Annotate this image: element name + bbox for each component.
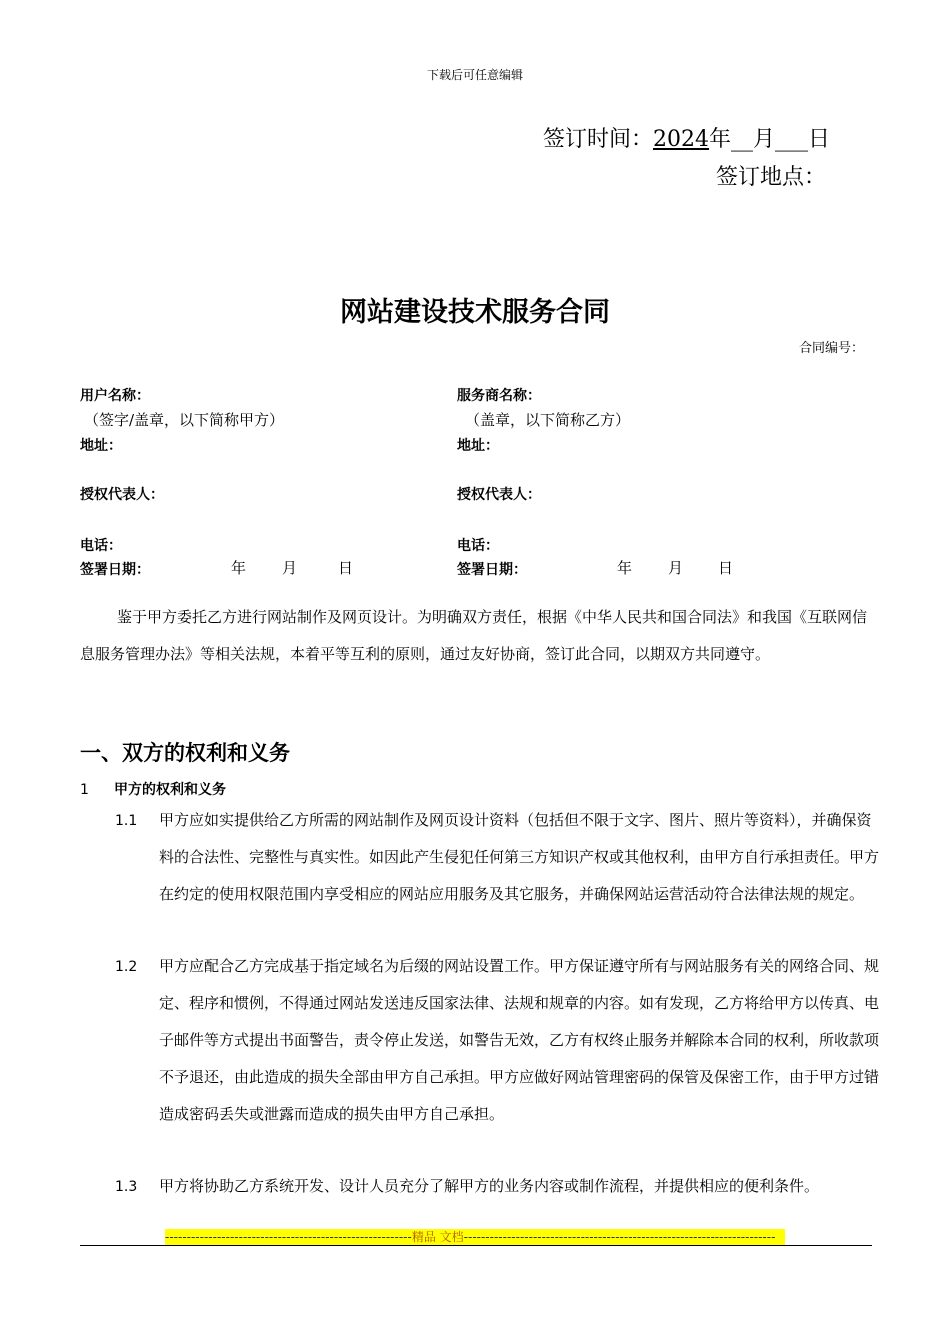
party-b-rep-label: 授权代表人：: [457, 487, 541, 503]
preamble-paragraph: 鉴于甲方委托乙方进行网站制作及网页设计。为明确双方责任，根据《中华人民共和国合同法》和我国《互联网信息服务管理办法》等相关法规，本着平等互利的原则，通过友好协商，签订此合同，以期双方共同遵守。: [80, 608, 868, 663]
party-a-date: [231, 557, 353, 578]
party-b-date: [617, 557, 733, 578]
party-b-date-month: 月: [668, 559, 684, 577]
contract-number-label: 合同编号：: [798, 341, 864, 356]
party-a-address-label: 地址：: [80, 438, 122, 454]
party-a-date-label: 签署日期：: [80, 562, 150, 578]
signing-month-blank: __: [731, 127, 754, 152]
party-b-phone-label: 电话：: [457, 538, 499, 554]
signing-place-label: 签订地点：: [716, 165, 827, 190]
clause-number: 1.1: [115, 813, 138, 829]
subsection-number: 1: [80, 782, 89, 798]
document-title: 网站建设技术服务合同: [340, 297, 610, 328]
party-b-name-label: 服务商名称：: [457, 388, 541, 404]
clause-text: 甲方应如实提供给乙方所需的网站制作及网页设计资料（包括但不限于文字、图片、照片等资料），并确保资料的合法性、完整性与真实性。如因此产生侵犯任何第三方知识产权或其他权利，由甲方自行承担责任。甲方在约定的使用权限范围内享受相应的网站应用服务及其它服务，并确保网站运营活动符合法律法规的规定。: [159, 811, 880, 903]
footer-divider: [80, 1245, 872, 1246]
footer-dashes-left: ---------------------------------------------------------: [165, 1230, 412, 1244]
party-a-phone-label: 电话：: [80, 538, 122, 554]
clause-number: 1.3: [115, 1179, 138, 1195]
party-b-date-day: 日: [718, 559, 734, 577]
party-b-date-year: 年: [617, 559, 633, 577]
footer-center-text: 精品 文档: [411, 1230, 464, 1244]
subsection-title: 甲方的权利和义务: [114, 782, 226, 798]
footer-dashes-right: ------------------------------------------------------------------------: [463, 1230, 776, 1244]
signing-year: 2024: [653, 127, 710, 152]
subsection-heading: [80, 779, 226, 799]
clause-text: 甲方将协助乙方系统开发、设计人员充分了解甲方的业务内容或制作流程，并提供相应的便利条件。: [159, 1177, 820, 1195]
signing-time: [543, 122, 830, 153]
signing-year-unit: 年: [709, 127, 732, 152]
header-note: 下载后可任意编辑: [426, 68, 523, 82]
signing-day-unit: 日: [808, 127, 831, 152]
party-a-rep-label: 授权代表人：: [80, 487, 164, 503]
signing-time-label: 签订时间：: [543, 127, 654, 152]
signing-month-unit: 月: [753, 127, 776, 152]
party-b-address-label: 地址：: [457, 438, 499, 454]
clause-text: 甲方应配合乙方完成基于指定域名为后缀的网站设置工作。甲方保证遵守所有与网站服务有关的网络合同、规定、程序和惯例，不得通过网站发送违反国家法律、法规和规章的内容。如有发现，乙方将给甲方以传真、电子邮件等方式提出书面警告，责令停止发送，如警告无效，乙方有权终止服务并解除本合同的权利，所收款项不予退还，由此造成的损失全部由甲方自己承担。甲方应做好网站管理密码的保管及保密工作，由于甲方过错造成密码丢失或泄露而造成的损失由甲方自己承担。: [159, 957, 880, 1123]
party-a-date-year: 年: [231, 559, 247, 577]
clause-number: 1.2: [115, 959, 138, 975]
footer-watermark-bar: [165, 1229, 785, 1245]
party-b-date-label: 签署日期：: [457, 562, 527, 578]
party-a-name-label: 用户名称：: [80, 388, 150, 404]
party-a-date-day: 日: [338, 559, 354, 577]
party-b-name-note: （盖章，以下简称乙方）: [465, 411, 631, 429]
signing-day-blank: ___: [775, 127, 809, 152]
party-a-name-note: （签字/盖章，以下简称甲方）: [84, 411, 285, 429]
party-a-date-month: 月: [282, 559, 298, 577]
section-heading: 一、双方的权利和义务: [80, 741, 290, 765]
